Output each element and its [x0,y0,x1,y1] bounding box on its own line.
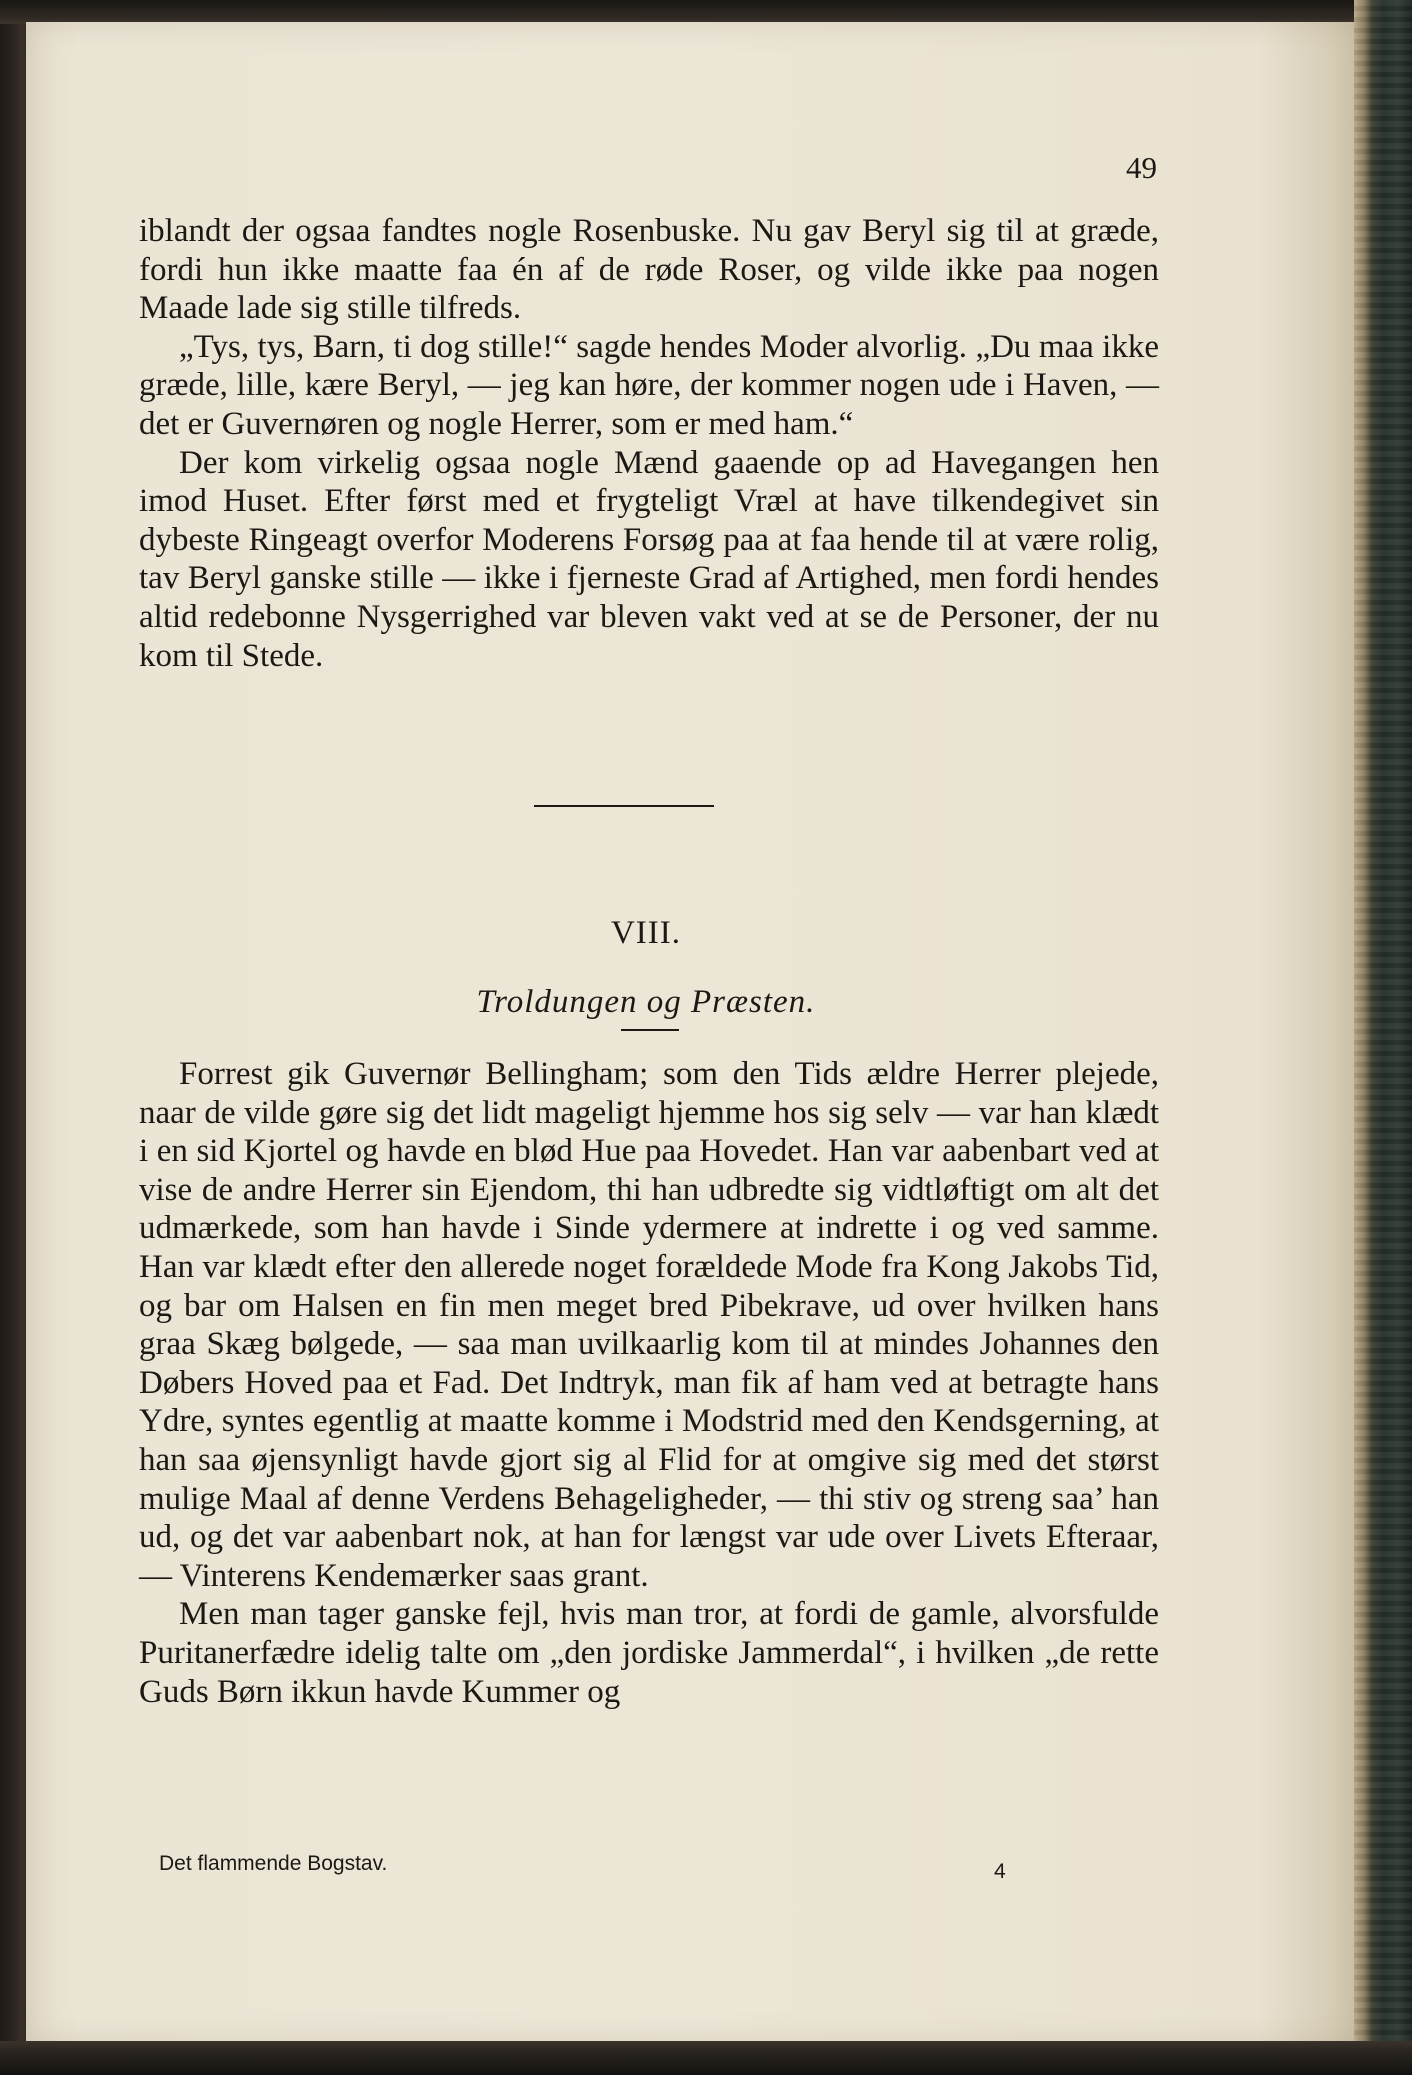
chapter-title: Troldungen og Præsten. [476,984,816,1020]
paragraph: „Tys, tys, Barn, ti dog stille!“ sagde hendes Moder alvorlig. „Du maa ikke græde, lille, kære Beryl, — jeg kan høre, der kommer nogen ude i Haven, — det er Guvernøren og nogle Herrer, som er med ham.“ [139,328,1159,442]
chapter-numeral: VIII. [610,915,682,951]
top-text-block [139,212,1159,675]
signature-number: 4 [994,1860,1006,1883]
title-divider [621,1029,679,1031]
paragraph: iblandt der ogsaa fandtes nogle Rosenbuske. Nu gav Beryl sig til at græde, fordi hun ikke maatte faa én af de røde Roser, og vilde ikke paa nogen Maade lade sig stille tilfreds. [139,213,1159,327]
book-page [26,22,1366,2042]
section-divider [534,805,714,807]
paragraph: Men man tager ganske fejl, hvis man tror, at fordi de gamle, alvorsfulde Puritanerfædre idelig talte om „den jordiske Jammerdal“, i hvilken „de rette Guds Børn ikkun havde Kummer og [139,1596,1159,1710]
paragraph: Forrest gik Guvernør Bellingham; som den Tids ældre Herrer plejede, naar de vilde gøre sig det lidt mageligt hjemme hos sig selv — var han klædt i en sid Kjortel og havde en blød Hue paa Hovedet. Han var aabenbart ved at vise de andre Herrer sin Ejendom, thi han udbredte sig vidtløftigt om alt det udmærkede, som han havde i Sinde ydermere at indrette i og ved samme. Han var klædt efter den allerede noget forældede Mode fra Kong Jakobs Tid, og bar om Halsen en fin men meget bred Pibekrave, ud over hvilken hans graa Skæg bølgede, — saa man uvilkaarlig kom til at mindes Johannes den Døbers Hoved paa et Fad. Det Indtryk, man fik af ham ved at betragte hans Ydre, syntes egentlig at maatte komme i Modstrid med den Kendsgerning, at han saa øjensynligt havde gjort sig al Flid for at omgive sig med det størst mulige Maal af denne Verdens Behageligheder, — thi stiv og streng saa’ han ud, og det var aabenbart nok, at han for længst var ude over Livets Efteraar, — Vinterens Kendemærker saas grant. [139,1056,1159,1594]
paragraph: Der kom virkelig ogsaa nogle Mænd gaaende op ad Havegangen hen imod Huset. Efter først med et frygteligt Vræl at have tilkendegivet sin dybeste Ringeagt overfor Moderens Forsøg paa at faa hende til at være rolig, tav Beryl ganske stille — ikke i fjerneste Grad af Artighed, men fordi hendes altid redebonne Nysgerrighed var bleven vakt ved at se de Personer, der nu kom til Stede. [139,444,1159,674]
top-edge-shadow [0,0,1412,24]
bottom-edge-shadow [0,2041,1412,2075]
book-spine-edge [1354,0,1412,2075]
page-number: 49 [1126,150,1157,185]
signature-mark: Det flammende Bogstav. [159,1852,388,1875]
chapter-text-block [139,1055,1159,1711]
